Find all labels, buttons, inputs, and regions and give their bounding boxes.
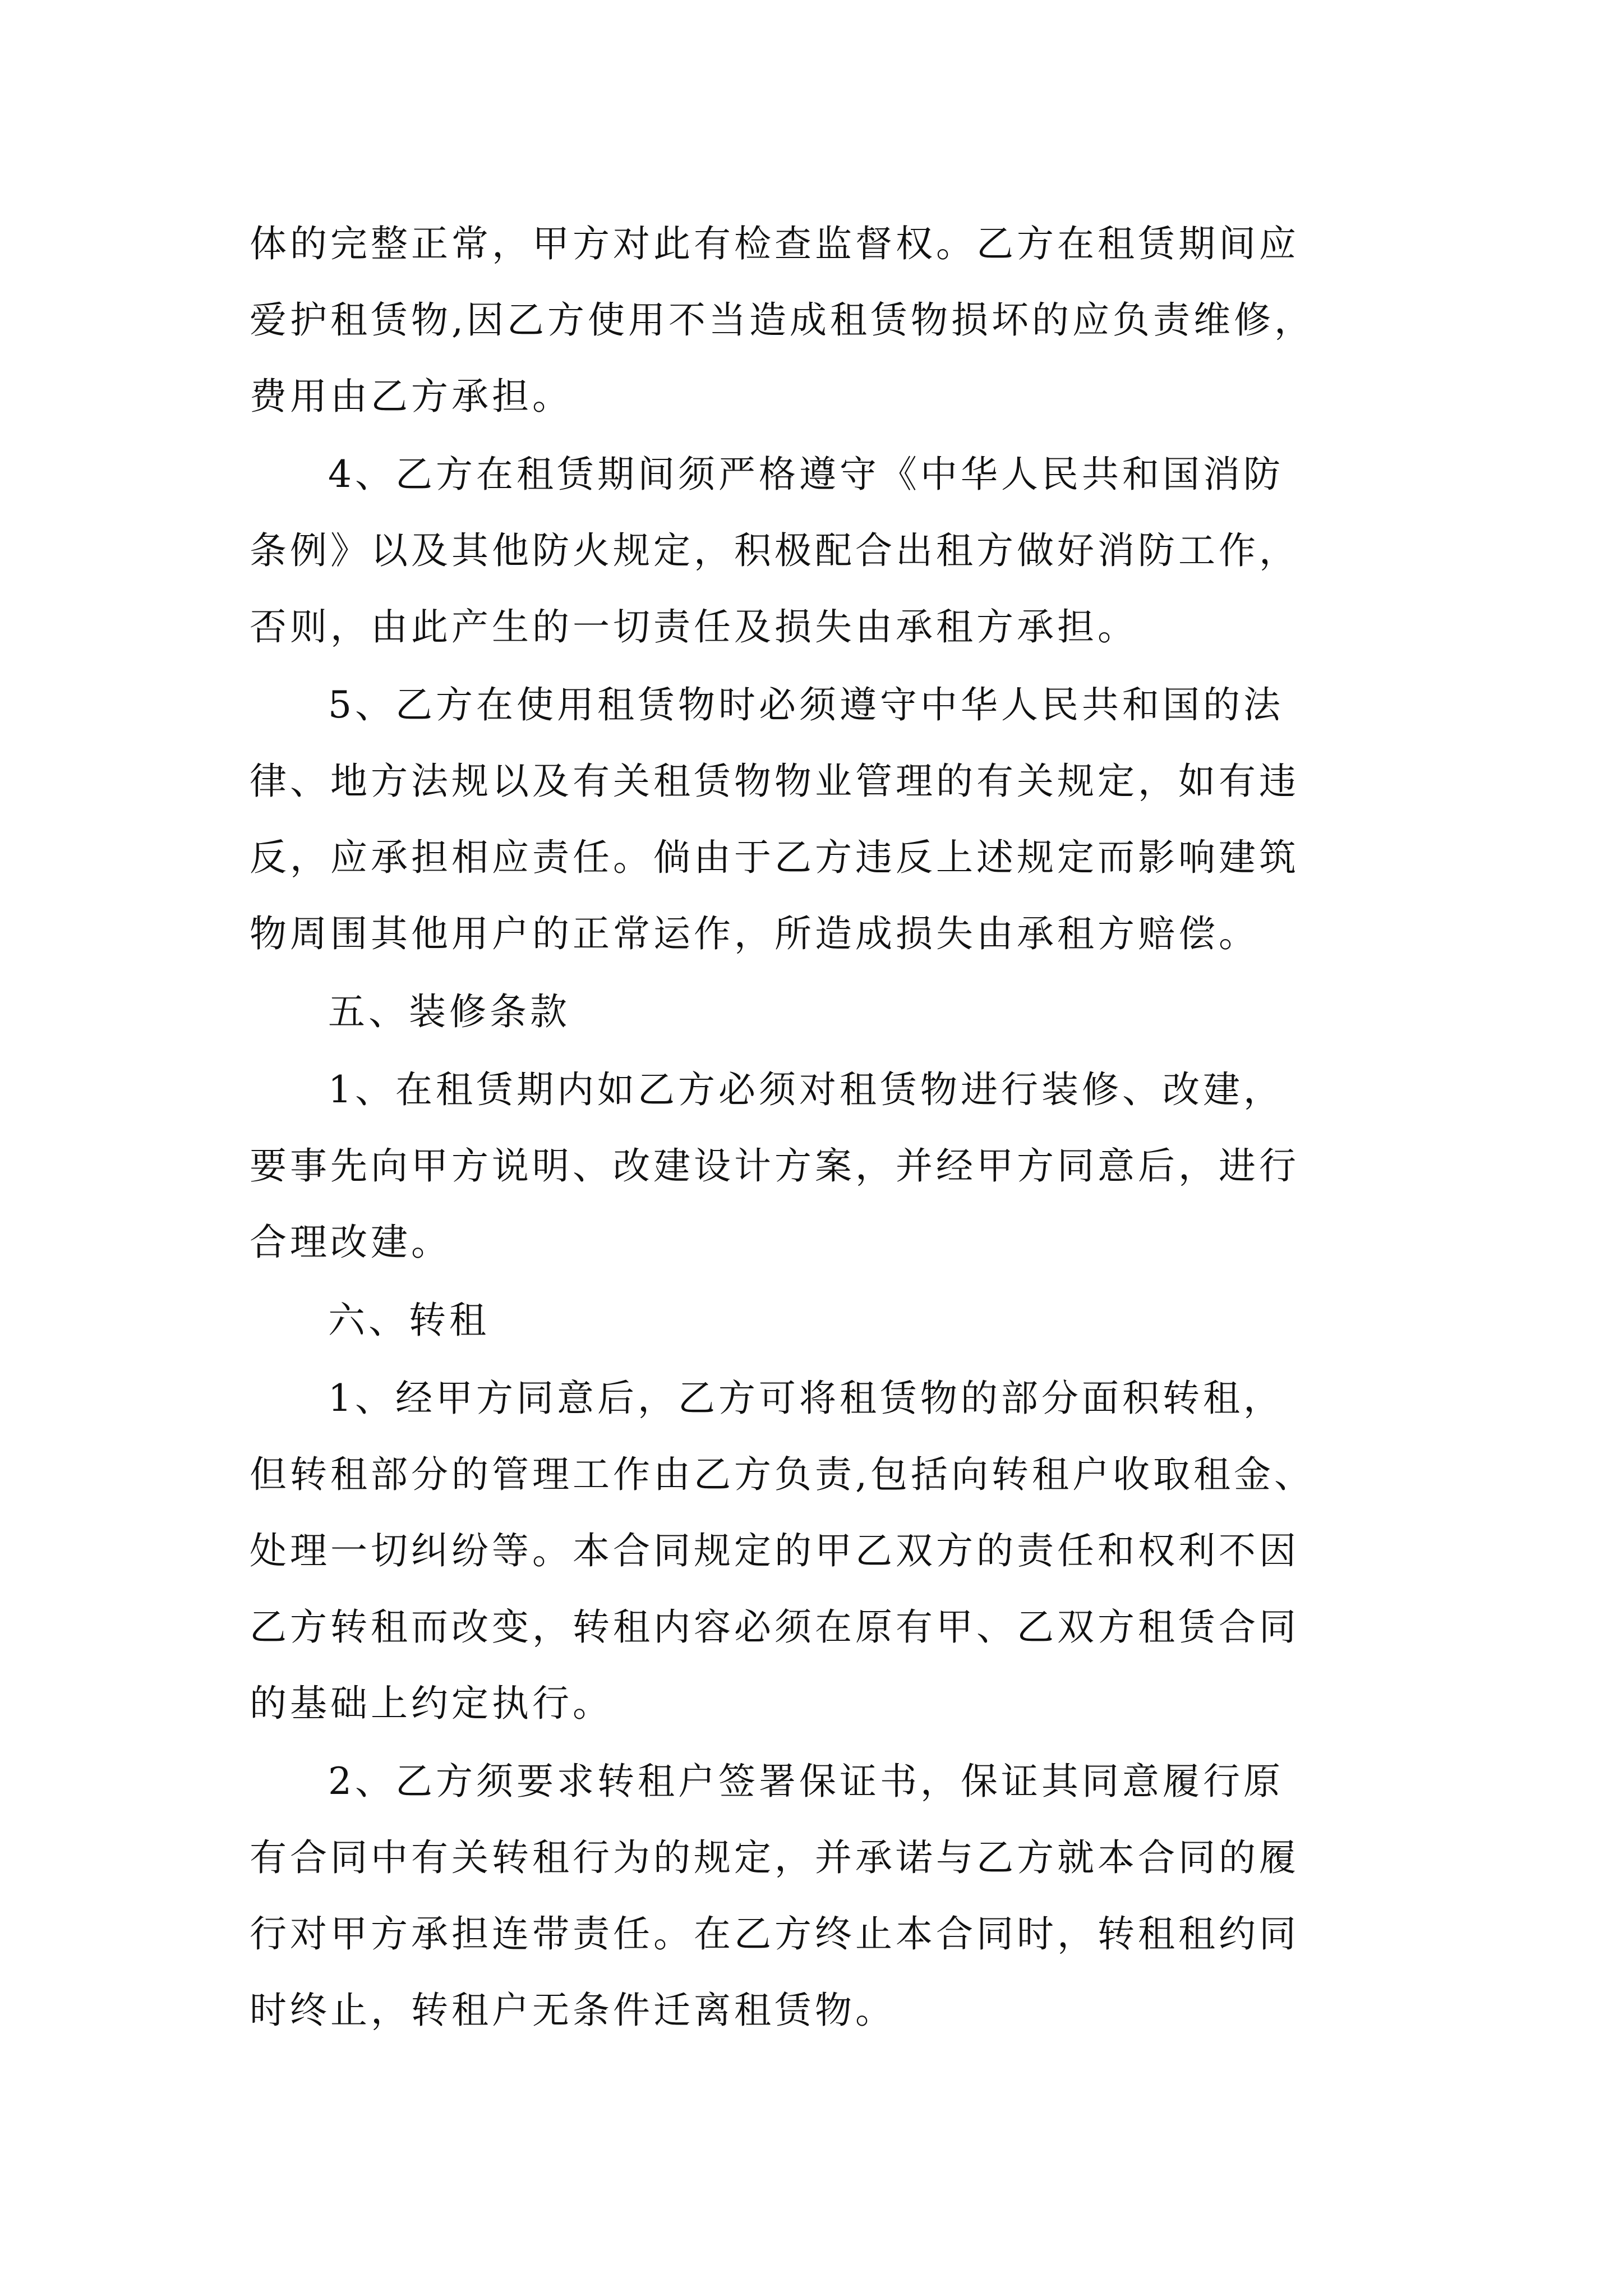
- text-line: 爱护租赁物,因乙方使用不当造成租赁物损坏的应负责维修，: [250, 298, 1315, 342]
- text-line: 反，应承担相应责任。倘由于乙方违反上述规定而影响建筑: [250, 836, 1299, 879]
- text-line: 5、乙方在使用租赁物时必须遵守中华人民共和国的法: [328, 683, 1284, 726]
- text-line: 1、经甲方同意后，乙方可将租赁物的部分面积转租，: [328, 1377, 1284, 1420]
- text-line: 行对甲方承担连带责任。在乙方终止本合同时，转租租约同: [250, 1912, 1299, 1955]
- section-heading: 六、转租: [328, 1299, 490, 1342]
- text-line: 体的完整正常，甲方对此有检查监督权。乙方在租赁期间应: [250, 222, 1299, 265]
- text-line: 律、地方法规以及有关租赁物物业管理的有关规定，如有违: [250, 760, 1299, 803]
- text-line: 1、在租赁期内如乙方必须对租赁物进行装修、改建，: [328, 1068, 1284, 1111]
- text-line: 乙方转租而改变，转租内容必须在原有甲、乙双方租赁合同: [250, 1605, 1299, 1649]
- text-line: 否则，由此产生的一切责任及损失由承租方承担。: [250, 605, 1138, 648]
- text-line: 合理改建。: [250, 1221, 451, 1264]
- text-line: 时终止，转租户无条件迁离租赁物。: [250, 1989, 896, 2032]
- text-line: 2、乙方须要求转租户签署保证书，保证其同意履行原: [328, 1760, 1284, 1803]
- text-line: 但转租部分的管理工作由乙方负责,包括向转租户收取租金、: [250, 1453, 1315, 1496]
- section-heading: 五、装修条款: [328, 990, 570, 1033]
- text-line: 费用由乙方承担。: [250, 375, 573, 418]
- text-line: 要事先向甲方说明、改建设计方案，并经甲方同意后，进行: [250, 1144, 1299, 1188]
- text-line: 有合同中有关转租行为的规定，并承诺与乙方就本合同的履: [250, 1836, 1299, 1879]
- text-line: 条例》以及其他防火规定，积极配合出租方做好消防工作，: [250, 529, 1299, 572]
- text-line: 的基础上约定执行。: [250, 1682, 613, 1725]
- text-line: 物周围其他用户的正常运作，所造成损失由承租方赔偿。: [250, 912, 1259, 955]
- text-line: 4、乙方在租赁期间须严格遵守《中华人民共和国消防: [328, 453, 1284, 496]
- text-line: 处理一切纠纷等。本合同规定的甲乙双方的责任和权利不因: [250, 1529, 1299, 1572]
